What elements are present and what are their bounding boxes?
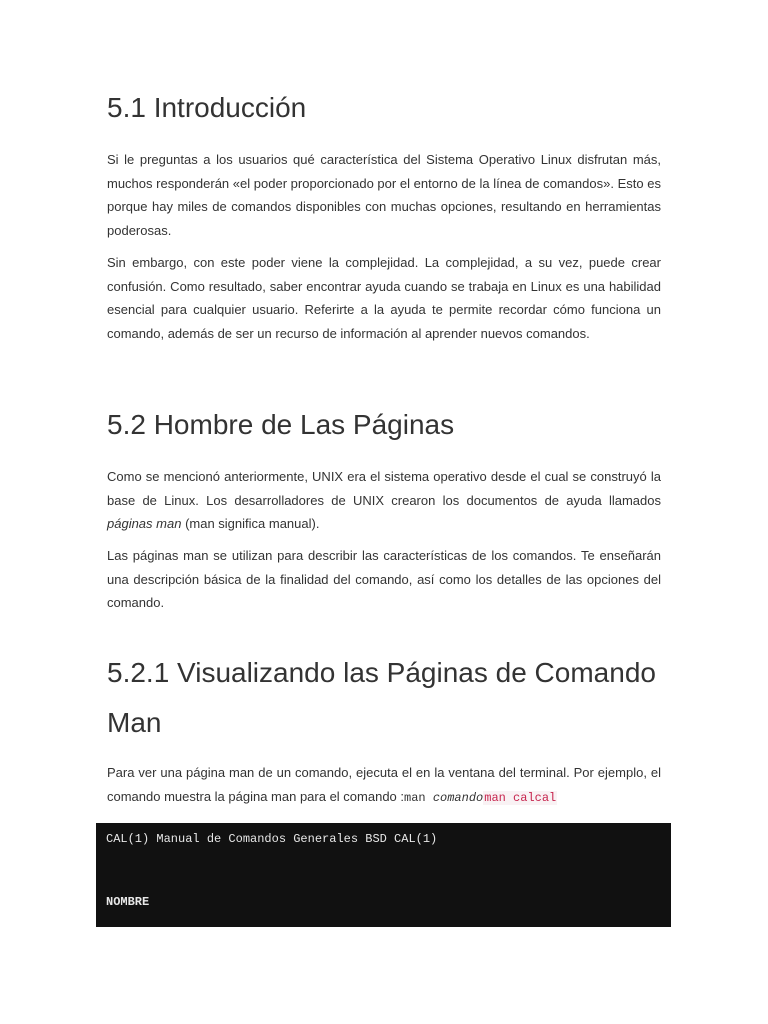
man-pages-paragraph-1 bbox=[107, 465, 661, 536]
section-title-man-pages: 5.2 Hombre de Las Páginas bbox=[107, 409, 455, 440]
section-title-viewing-man: 5.2.1 Visualizando las Páginas de Comando Man bbox=[107, 657, 656, 738]
inline-code-example: man calcal bbox=[484, 790, 557, 805]
inline-code-man: man bbox=[404, 790, 433, 805]
terminal-line-nombre: NOMBRE bbox=[106, 895, 150, 909]
intro-paragraph-1: Si le preguntas a los usuarios qué característica del Sistema Operativo Linux disfrutan más, muchos responderán «el poder proporcionado por el entorno de la línea de comandos». Esto es porque hay miles de comandos disponibles con muchas opciones, resultando en herramientas poderosas. bbox=[107, 152, 661, 238]
intro-paragraph-2: Sin embargo, con este poder viene la complejidad. La complejidad, a su vez, puede crear confusión. Como resultado, saber encontrar ayuda cuando se trabaja en Linux es una habilidad esencial para cualquier usuario. Referirte a la ayuda te permite recordar cómo funciona un comando, además de ser un recurso de información al aprender nuevos comandos. bbox=[107, 255, 661, 341]
man-pages-paragraph-1-text-a: Como se mencionó anteriormente, UNIX era el sistema operativo desde el cual se construyó la base de Linux. Los desarrolladores de UNIX crearon los documentos de ayuda llamados bbox=[107, 469, 661, 508]
section-title-introduccion: 5.1 Introducción bbox=[107, 92, 307, 123]
terminal-line-header: CAL(1) Manual de Comandos Generales BSD CAL(1) bbox=[106, 832, 438, 846]
man-pages-term: páginas man bbox=[107, 516, 182, 531]
terminal-output bbox=[96, 823, 671, 927]
inline-code-placeholder: comando bbox=[432, 790, 484, 805]
man-pages-paragraph-2: Las páginas man se utilizan para describir las características de los comandos. Te enseñarán una descripción básica de la finalidad del comando, así como los detalles de las opciones del comando. bbox=[107, 548, 661, 610]
viewing-paragraph-1-text: Para ver una página man de un comando, ejecuta el en la ventana del terminal. Por ejemplo, el comando muestra la página man para el comando : bbox=[107, 765, 661, 804]
inline-code-man-command bbox=[404, 791, 483, 805]
man-pages-paragraph-1-text-b: (man significa manual). bbox=[181, 516, 320, 531]
viewing-paragraph-1 bbox=[107, 761, 661, 810]
